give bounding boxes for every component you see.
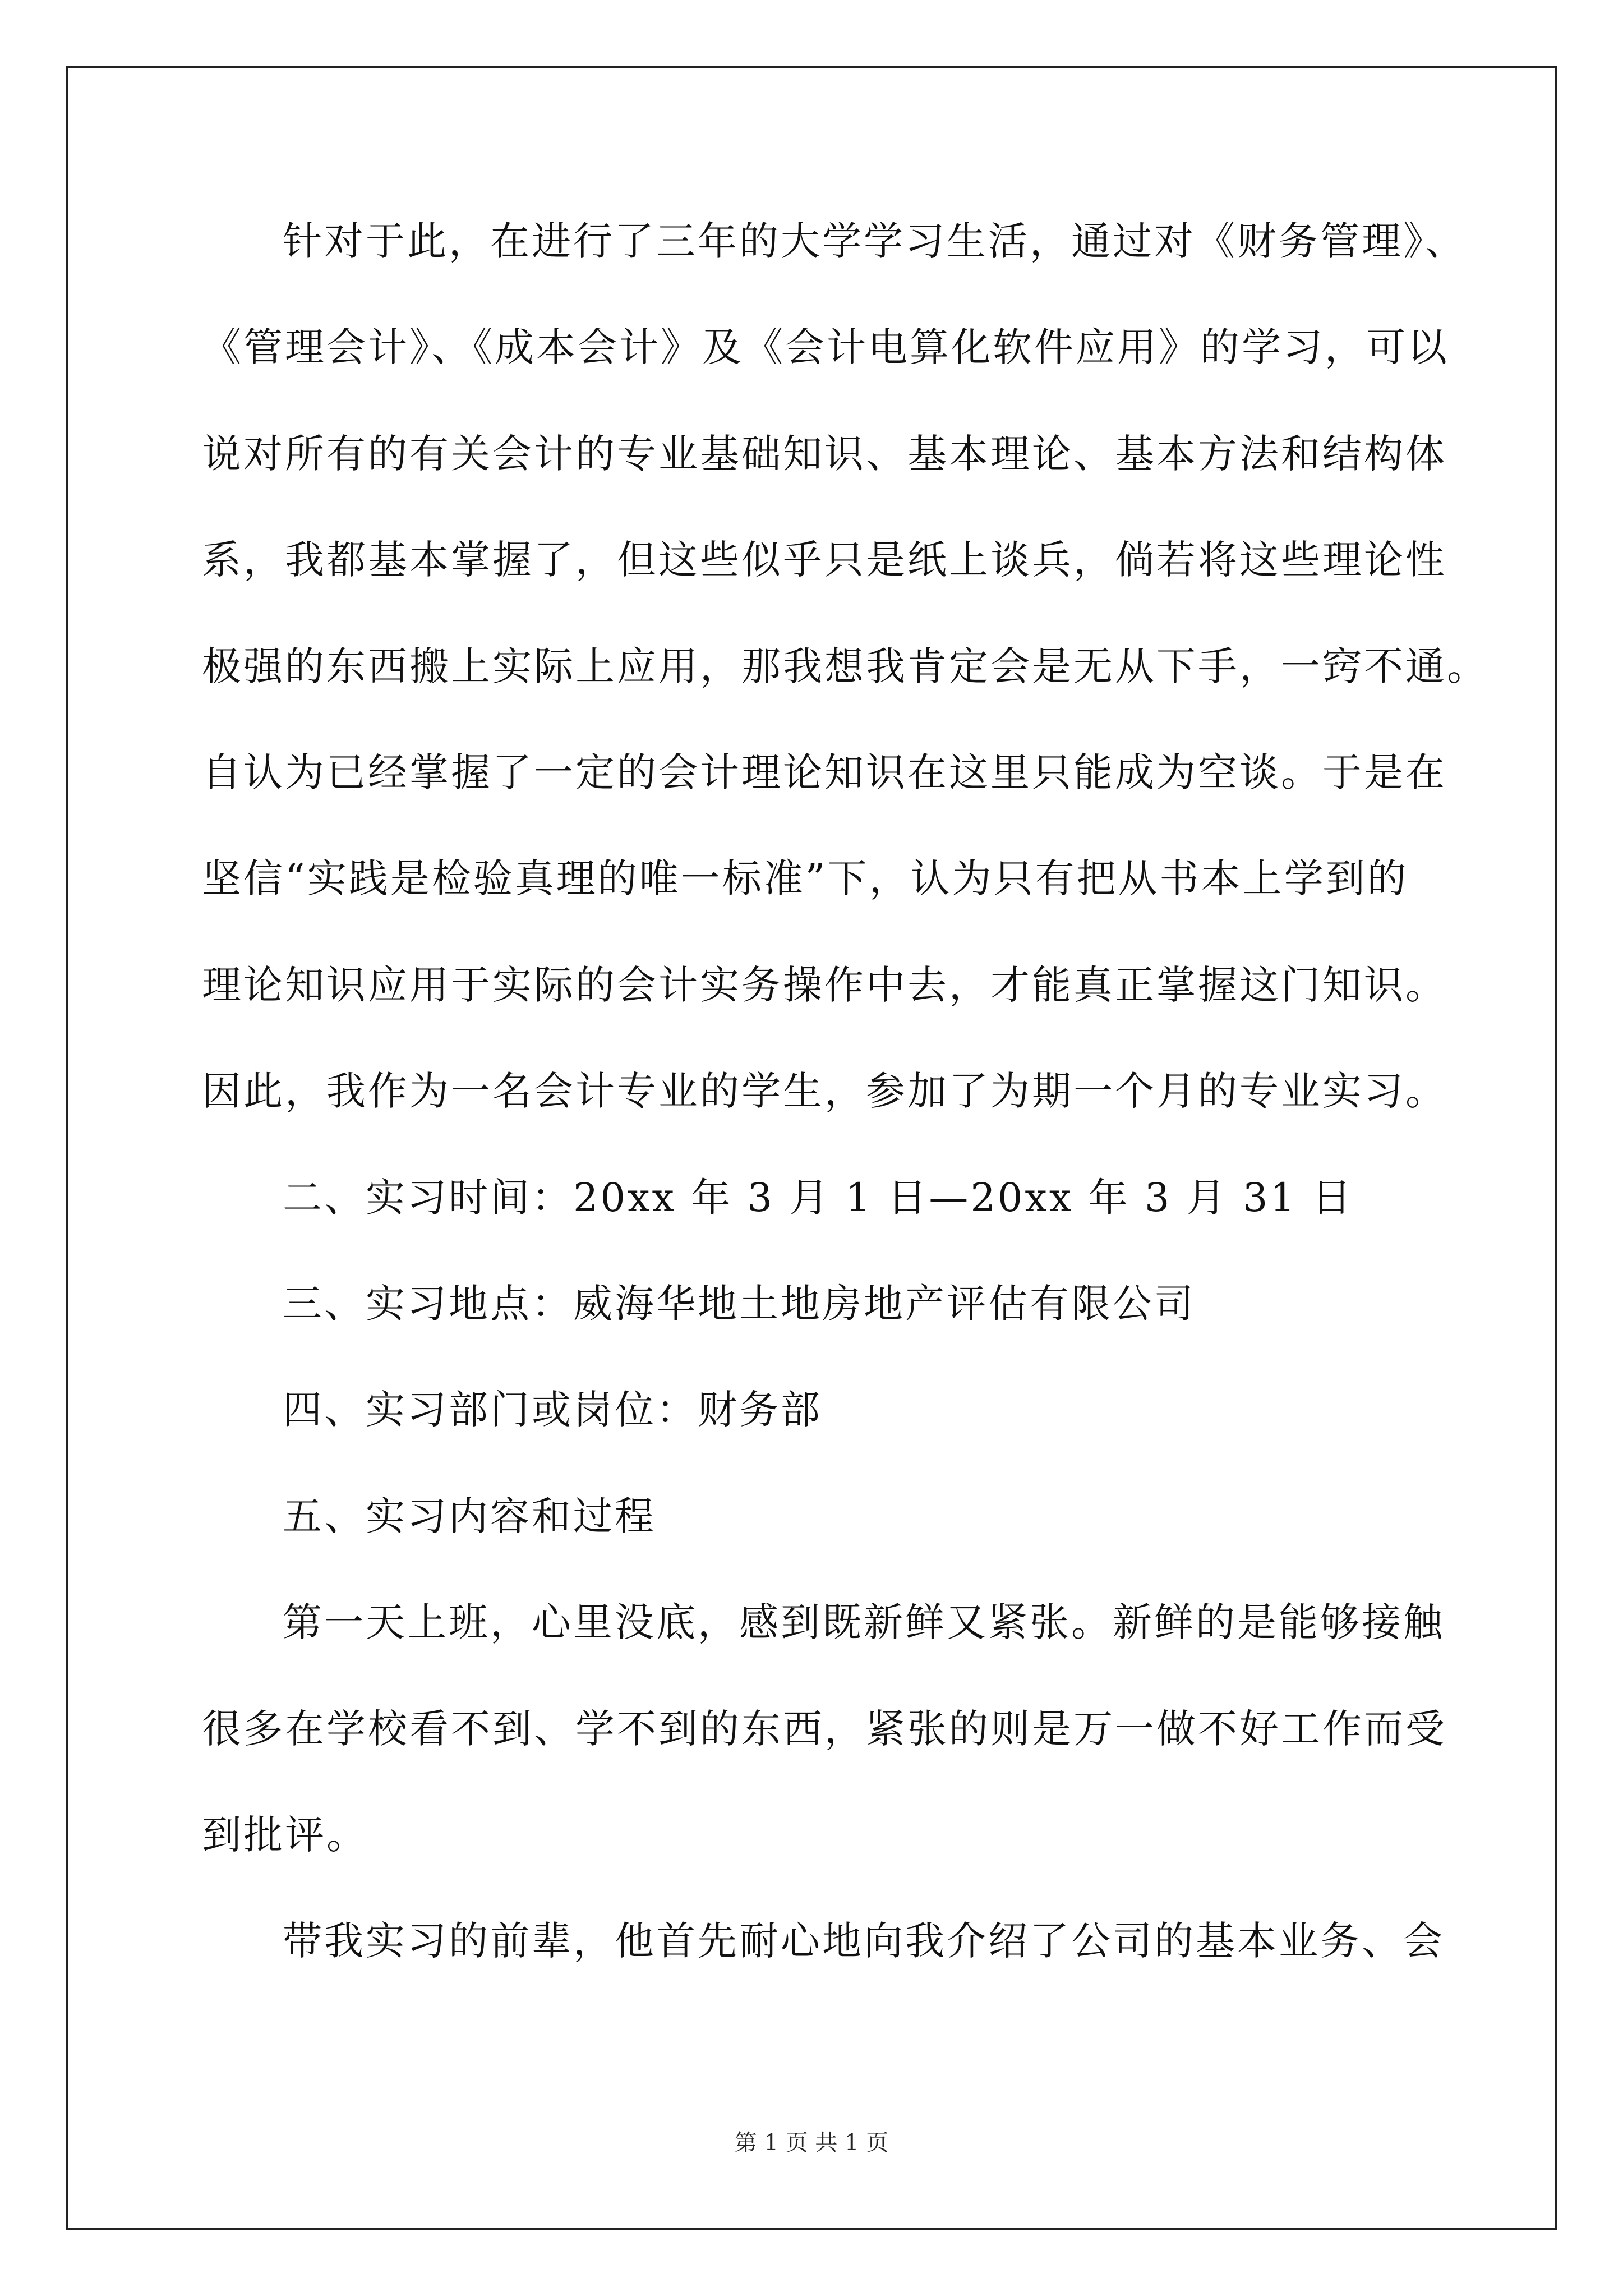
text-line: 理论知识应用于实际的会计实务操作中去，才能真正掌握这门知识。: [202, 962, 1447, 1008]
page-footer: 第 1 页 共 1 页: [734, 2130, 889, 2156]
text-line: 因此，我作为一名会计专业的学生，参加了为期一个月的专业实习。: [202, 1068, 1447, 1114]
section-heading-location: 三、实习地点：威海华地土地房地产评估有限公司: [283, 1281, 1196, 1327]
text-line: 带我实习的前辈，他首先耐心地向我介绍了公司的基本业务、会: [283, 1918, 1445, 1964]
text-line: 极强的东西搬上实际上应用，那我想我肯定会是无从下手，一窍不通。: [202, 643, 1488, 689]
text-line: 说对所有的有关会计的专业基础知识、基本理论、基本方法和结构体: [202, 431, 1447, 477]
text-line: 针对于此，在进行了三年的大学学习生活，通过对《财务管理》、: [283, 218, 1467, 264]
text-line: 《管理会计》、《成本会计》及《会计电算化软件应用》的学习，可以: [202, 324, 1449, 370]
text-line: 到批评。: [202, 1812, 368, 1858]
section-heading-time: 二、实习时间：20xx 年 3 月 1 日—20xx 年 3 月 31 日: [283, 1175, 1354, 1221]
text-line: 第一天上班，心里没底，感到既新鲜又紧张。新鲜的是能够接触: [283, 1599, 1445, 1645]
text-line: 很多在学校看不到、学不到的东西，紧张的则是万一做不好工作而受: [202, 1706, 1447, 1752]
text-line: 坚信“实践是检验真理的唯一标准”下，认为只有把从书本上学到的: [202, 855, 1409, 901]
section-heading-department: 四、实习部门或岗位：财务部: [283, 1387, 822, 1433]
text-line: 自认为已经掌握了一定的会计理论知识在这里只能成为空谈。于是在: [202, 749, 1447, 795]
text-line: 系，我都基本掌握了，但这些似乎只是纸上谈兵，倘若将这些理论性: [202, 537, 1447, 583]
page-border: [66, 66, 1557, 2230]
section-heading-content: 五、实习内容和过程: [283, 1493, 656, 1539]
